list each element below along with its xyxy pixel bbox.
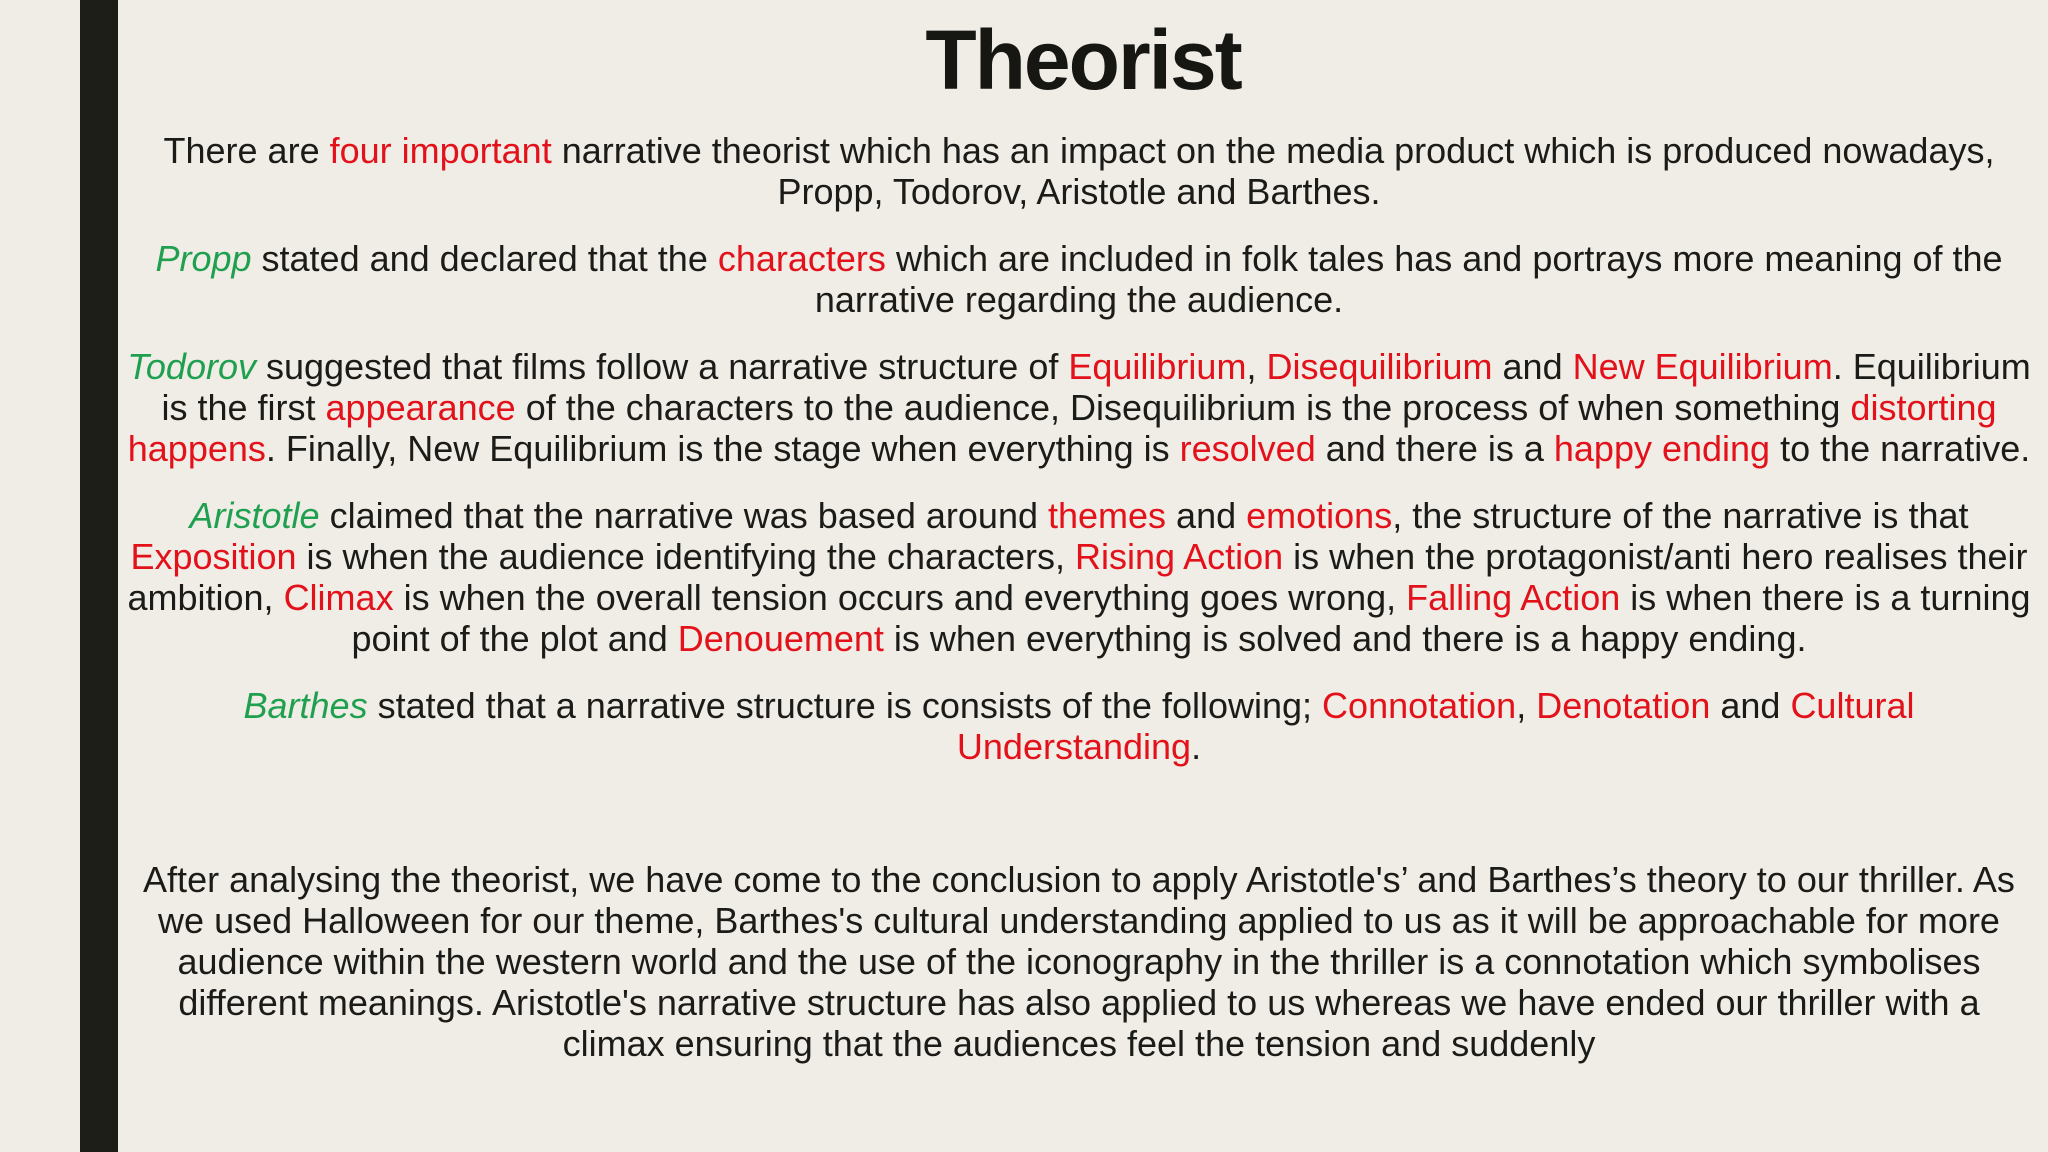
aristotle-text: is when the audience identifying the characters,: [296, 536, 1076, 577]
theorist-name-propp: Propp: [155, 238, 252, 279]
barthes-text: stated that a narrative structure is consists of the following;: [367, 685, 1323, 726]
highlight-term: happy ending: [1553, 428, 1771, 469]
todorov-paragraph: [126, 346, 2032, 469]
todorov-text: of the characters to the audience, Disequilibrium is the process of when something: [515, 387, 1851, 428]
barthes-text: and: [1710, 685, 1791, 726]
intro-paragraph: [126, 130, 2032, 212]
aristotle-text: is when the protagonist/anti hero realises their ambition,: [127, 536, 2028, 618]
highlight-term: Equilibrium: [1068, 346, 1247, 387]
theorist-name-aristotle: Aristotle: [189, 495, 320, 536]
highlight-term: Connotation: [1322, 685, 1517, 726]
aristotle-text: and: [1166, 495, 1247, 536]
todorov-text: ,: [1246, 346, 1267, 387]
aristotle-paragraph: [126, 495, 2032, 659]
aristotle-text: is when everything is solved and there is a happy ending.: [883, 618, 1807, 659]
highlight-term: Climax: [283, 577, 394, 618]
highlight-term: appearance: [325, 387, 516, 428]
intro-text: There are: [163, 130, 330, 171]
highlight-term: Disequilibrium: [1266, 346, 1493, 387]
highlight-term: themes: [1047, 495, 1167, 536]
aristotle-text: , the structure of the narrative is that: [1392, 495, 1969, 536]
todorov-text: . Equilibrium is the first: [161, 346, 2031, 428]
todorov-text: and: [1492, 346, 1573, 387]
highlight-term: four important: [329, 130, 552, 171]
propp-text: which are included in folk tales has and portrays more meaning of the narrative regarding the audience.: [814, 238, 2003, 320]
theorist-name-barthes: Barthes: [243, 685, 368, 726]
barthes-paragraph: [126, 685, 2032, 767]
intro-text: narrative theorist which has an impact on the media product which is produced nowadays, Propp, Todorov, Aristotle and Barthes.: [551, 130, 1995, 212]
slide-body: [126, 130, 2032, 1090]
highlight-term: distorting happens: [127, 387, 1997, 469]
highlight-term: New Equilibrium: [1572, 346, 1833, 387]
aristotle-text: is when there is a turning point of the plot and: [351, 577, 2031, 659]
highlight-term: characters: [717, 238, 886, 279]
conclusion-paragraph: After analysing the theorist, we have come to the conclusion to apply Aristotle's’ and Barthes’s theory to our thriller. As we used Halloween for our theme, Barthes's cultural understanding applied to us as it will be approachable for more audience within the western world and the use of the iconography in the thriller is a connotation which symbolises different meanings. Aristotle's narrative structure has also applied to us whereas we have ended our thriller with a climax ensuring that the audiences feel the tension and suddenly: [143, 859, 2015, 1064]
highlight-term: Denotation: [1536, 685, 1711, 726]
theorist-name-todorov: Todorov: [127, 346, 256, 387]
left-accent-bar: [80, 0, 118, 1152]
todorov-text: . Finally, New Equilibrium is the stage when everything is: [265, 428, 1180, 469]
propp-paragraph: [126, 238, 2032, 320]
highlight-term: Falling Action: [1406, 577, 1621, 618]
highlight-term: Exposition: [130, 536, 297, 577]
barthes-text: ,: [1516, 685, 1537, 726]
aristotle-text: claimed that the narrative was based around: [319, 495, 1048, 536]
highlight-term: resolved: [1179, 428, 1316, 469]
slide-title: Theorist: [925, 13, 1241, 107]
barthes-text: .: [1191, 726, 1202, 767]
highlight-term: Rising Action: [1075, 536, 1284, 577]
highlight-term: Denouement: [677, 618, 884, 659]
propp-text: stated and declared that the: [251, 238, 718, 279]
aristotle-text: is when the overall tension occurs and everything goes wrong,: [393, 577, 1407, 618]
todorov-text: suggested that films follow a narrative structure of: [255, 346, 1069, 387]
todorov-text: and there is a: [1315, 428, 1554, 469]
todorov-text: to the narrative.: [1770, 428, 2031, 469]
highlight-term: Cultural Understanding: [956, 685, 1915, 767]
highlight-term: emotions: [1246, 495, 1393, 536]
